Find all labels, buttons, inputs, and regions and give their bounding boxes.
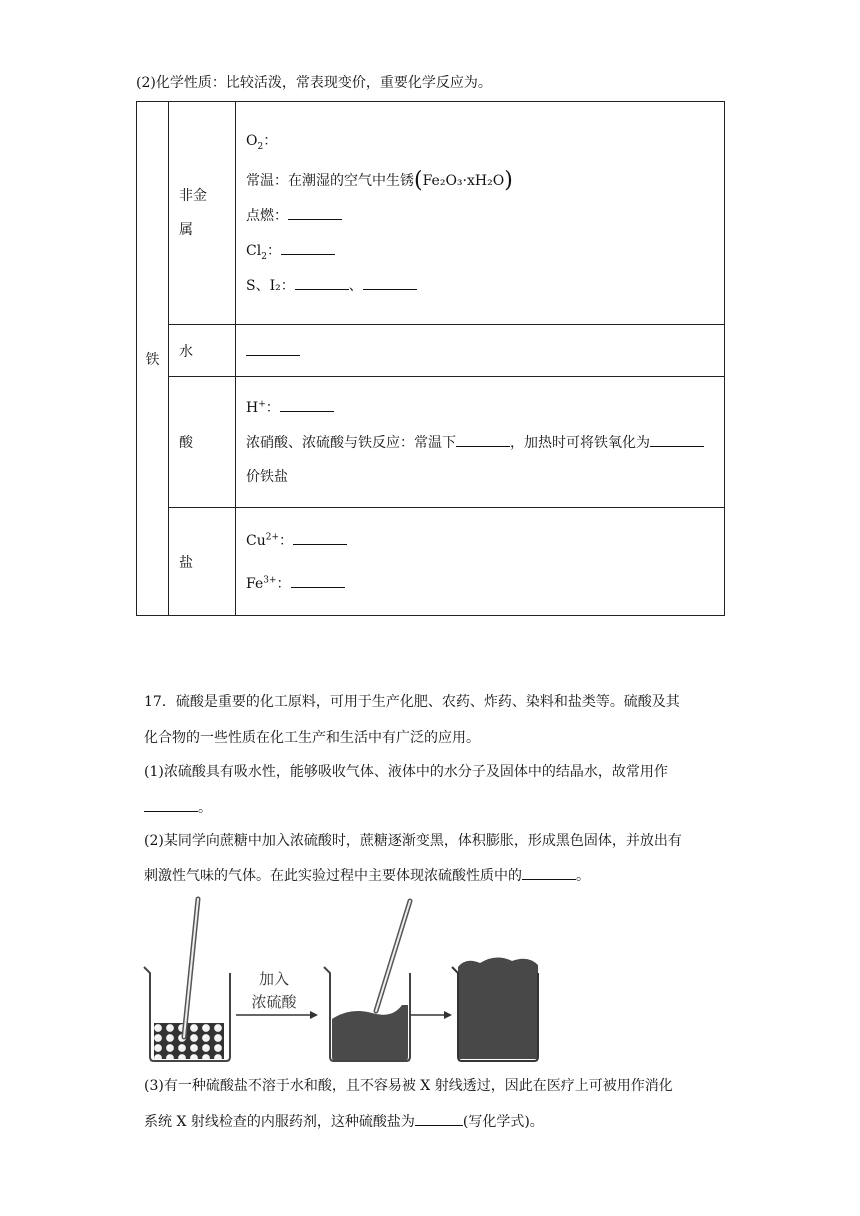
answer-blank[interactable]: [650, 432, 704, 447]
answer-blank[interactable]: [295, 275, 349, 290]
s-i2-text: S、I₂：: [246, 277, 295, 294]
q17-part3-2: [144, 1111, 544, 1132]
acid-liquid: [332, 1005, 408, 1061]
rust-line: 常温：在潮湿的空气中生锈(Fe₂O₃·xH₂O): [246, 167, 513, 193]
iron-reaction-table: [136, 101, 725, 616]
water-reactions: [236, 325, 725, 377]
answer-blank[interactable]: [280, 397, 334, 412]
figure-label-1: 加入: [258, 970, 290, 988]
answer-blank[interactable]: [293, 530, 347, 545]
answer-blank[interactable]: [246, 341, 300, 356]
element-label: 铁: [145, 351, 160, 368]
category-cell-water: [169, 325, 236, 377]
sugar-granules: [154, 1023, 224, 1059]
conc-acid-line: [246, 432, 724, 453]
conc-acid-tail: 价铁盐: [246, 469, 288, 485]
category-label: 非金属: [179, 188, 207, 238]
category-label: 水: [179, 343, 193, 360]
conc-acid-text: 浓硝酸、浓硫酸与铁反应：常温下: [246, 435, 456, 451]
answer-blank[interactable]: [363, 275, 417, 290]
s-i2-line: [246, 275, 724, 296]
answer-blank[interactable]: [415, 1111, 463, 1126]
salt-reactions: [236, 508, 725, 616]
q17-part1-2: [144, 797, 212, 818]
black-solid: [458, 957, 538, 1059]
acid-reactions: [236, 377, 725, 508]
category-cell-salt: [169, 508, 236, 616]
q17-part3-1: (3)有一种硫酸盐不溶于水和酸，且不容易被 X 射线透过，因此在医疗上可被用作消化: [144, 1078, 673, 1094]
rust-formula: Fe₂O₃·xH₂O: [422, 172, 505, 189]
answer-blank[interactable]: [281, 240, 335, 255]
separator: 、: [348, 277, 363, 294]
q17-part2-1: (2)某同学向蔗糖中加入浓硫酸时，蔗糖逐渐变黑，体积膨胀，形成黑色固体，并放出有: [144, 833, 682, 849]
ignite-line: [246, 205, 724, 226]
category-cell-nonmetal: [169, 102, 236, 325]
cu-line: $Cu^{2+}$：: [246, 530, 724, 551]
beaker-sugar: [144, 899, 230, 1061]
o2-line: $O_2$：: [246, 132, 278, 152]
ignite-text: 点燃：: [246, 207, 288, 224]
rust-text: 常温：在潮湿的空气中生锈: [246, 172, 414, 189]
category-label: 盐: [179, 554, 193, 571]
beaker-black-solid: [452, 957, 538, 1061]
period: 。: [576, 868, 590, 884]
answer-blank[interactable]: [144, 797, 198, 812]
q17-stem-1: 17．硫酸是重要的化工原料，可用于生产化肥、农药、炸药、染料和盐类等。硫酸及其: [144, 694, 680, 710]
q17-part2-2: [144, 865, 590, 886]
answer-blank[interactable]: [291, 573, 345, 588]
category-cell-acid: [169, 377, 236, 508]
period: 。: [198, 800, 212, 816]
cl2-line: $Cl_2$：: [246, 240, 724, 261]
element-cell: [137, 102, 169, 616]
beaker-acid: [324, 901, 410, 1061]
conc-acid-text: ，加热时可将铁氧化为: [510, 435, 650, 451]
colon: ：: [265, 400, 280, 416]
h-plus-line: H+：: [246, 397, 724, 418]
answer-blank[interactable]: [522, 865, 576, 880]
answer-blank[interactable]: [288, 205, 342, 220]
colon: ：: [276, 575, 291, 592]
colon: ：: [263, 132, 278, 149]
q17-stem-2: 化合物的一些性质在化工生产和生活中有广泛的应用。: [144, 730, 480, 746]
part3-tail: (写化学式)。: [462, 1114, 544, 1130]
answer-blank[interactable]: [456, 432, 510, 447]
part2-text: 刺激性气味的气体。在此实验过程中主要体现浓硫酸性质中的: [144, 868, 522, 884]
part3-text: 系统 X 射线检查的内服药剂，这种硫酸盐为: [144, 1114, 415, 1130]
category-label: 酸: [179, 435, 193, 451]
fe-line: $Fe^{3+}$：: [246, 573, 724, 594]
colon: ：: [279, 532, 294, 549]
sucrose-experiment-figure: [140, 893, 560, 1068]
figure-label-2: 浓硫酸: [251, 993, 297, 1011]
header-line: (2)化学性质：比较活泼，常表现变价，重要化学反应为。: [136, 75, 492, 91]
nonmetal-reactions: [236, 102, 725, 325]
colon: ：: [266, 242, 281, 259]
q17-part1-1: (1)浓硫酸具有吸水性，能够吸收气体、液体中的水分子及固体中的结晶水，故常用作: [144, 764, 668, 780]
